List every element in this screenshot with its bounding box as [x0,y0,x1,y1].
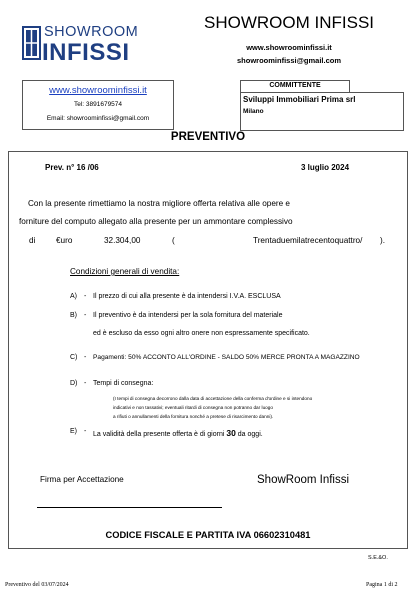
body-right-border [407,151,408,548]
quote-number: Prev. n° 16 /06 [45,163,99,172]
signature-line [37,507,222,508]
body-left-border [8,151,9,548]
condition-a-text: Il prezzo di cui alla presente è da intendersi I.V.A. ESCLUSA [93,293,281,300]
condition-c-dash: - [84,354,87,361]
delivery-note-1: (I tempi di consegna decorrono dalla data di accettazione della conferma d'ordine e si intendono [113,396,313,401]
condition-e-text [93,428,263,438]
amount-paren-close: ). [380,236,386,245]
footer-right: Pagina 1 di 2 [366,582,398,588]
header-website: www.showroominfissi.it [246,43,332,52]
validity-days: 30 [226,428,236,438]
quote-date: 3 luglio 2024 [301,163,350,172]
amount-value: 32.304,00 [104,236,141,245]
condition-c-text: Pagamenti: 50% ACCONTO ALL'ORDINE - SALDO 50% MERCE PRONTA A MAGAZZINO [93,354,360,361]
condition-b-dash: - [84,312,87,319]
condition-b-text: Il preventivo è da intendersi per la sola fornitura del materiale [93,312,283,319]
intro-line-2: forniture del computo allegato alla presente per un ammontare complessivo [19,217,293,226]
body-bottom-border [8,548,408,549]
condition-e-letter: E) [70,428,77,435]
body-top-border [8,151,408,152]
logo-wordmark-bottom: INFISSI [42,39,130,66]
company-logo [22,24,142,64]
amount-currency: €uro [56,236,73,245]
signature-company: ShowRoom Infissi [257,474,350,486]
condition-a-dash: - [84,293,87,300]
document-title: PREVENTIVO [170,131,246,143]
validity-end: da oggi. [237,431,263,438]
condition-c-letter: C) [70,354,78,361]
contact-email: Email: showroominfissi@gmail.com [46,115,150,122]
contact-box [22,80,174,130]
delivery-note-3: a rifiuti o annullamenti della fornitura nonché a pretese di risarcimento danni). [113,414,274,419]
condition-d-text: Tempi di consegna: [93,380,154,387]
condition-b-letter: B) [70,312,77,319]
condition-e-dash: - [84,428,87,435]
condition-b-text-cont: ed è escluso da esso ogni altro onere non espressamente specificato. [93,330,310,337]
amount-prefix: di [29,236,36,245]
amount-paren-open: ( [172,236,175,245]
client-name: Sviluppi Immobiliari Prima srl [243,95,356,104]
seo-mark: S.E.&O. [368,555,388,561]
footer-left: Preventivo del 03/07/2024 [5,582,69,588]
condition-d-dash: - [84,380,87,387]
window-logo-icon [22,26,42,60]
client-city: Milano [243,108,264,115]
validity-text: La validità della presente offerta è di giorni [93,431,225,438]
header-email: showroominfissi@gmail.com [237,56,341,65]
amount-in-words: Trentaduemilatrecentoquattro/ [253,236,363,245]
condition-a-letter: A) [70,293,77,300]
client-heading: COMMITTENTE [269,82,321,89]
condition-d-letter: D) [70,380,78,387]
logo-wordmark-top: SHOWROOM [44,24,139,40]
intro-line-1: Con la presente rimettiamo la nostra migliore offerta relativa alle opere e [28,199,290,208]
company-title: SHOWROOM INFISSI [204,13,374,32]
signature-label: Firma per Accettazione [40,475,124,484]
delivery-note-2: indicativi e non tassativi; eventuali ritardi di consegna non potranno dar luogo [113,405,273,410]
contact-tel: Tel: 3891679574 [73,101,123,108]
conditions-heading: Condizioni generali di vendita: [70,267,180,276]
client-box [240,92,404,131]
tax-code: CODICE FISCALE E PARTITA IVA 06602310481 [105,530,311,540]
contact-website-link[interactable]: www.showroominfissi.it [49,85,147,96]
